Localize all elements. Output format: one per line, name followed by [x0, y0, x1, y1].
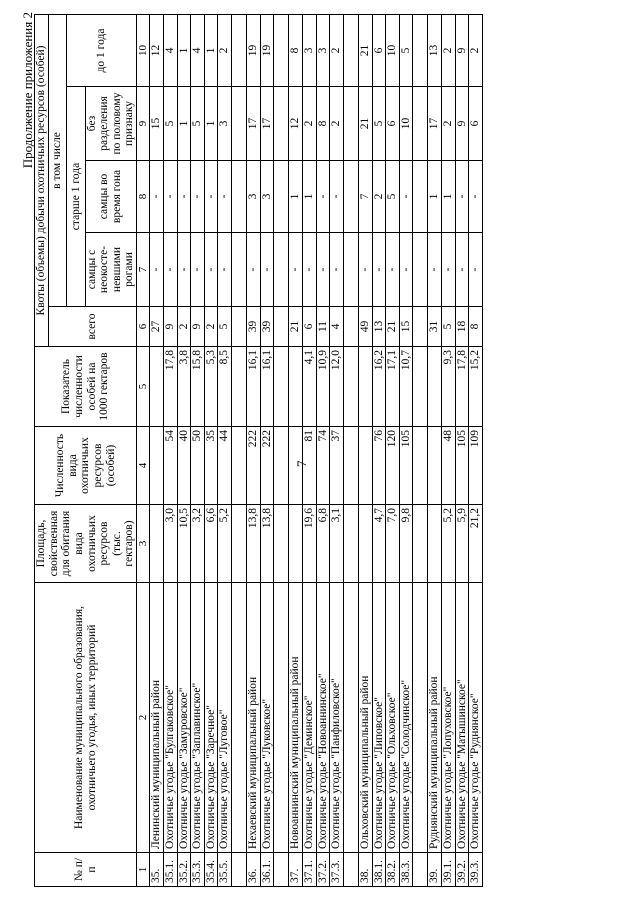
spacer-cell — [343, 161, 358, 233]
cell-area — [289, 505, 303, 583]
cell-area: 13,8 — [260, 505, 274, 583]
table-row — [204, 14, 218, 886]
cell-total: 9 — [191, 307, 205, 347]
cell-c8: - — [455, 161, 469, 233]
cell-c9: 2 — [442, 87, 456, 161]
cell-c8: 1 — [289, 161, 303, 233]
spacer-cell — [343, 427, 358, 505]
cell-id: 39.1. — [442, 853, 456, 887]
cell-c10: 1 — [204, 14, 218, 86]
cell-c10: 3 — [302, 14, 316, 86]
cell-c8: - — [469, 161, 483, 233]
cell-id: 36. — [247, 853, 261, 887]
cell-id: 35.3. — [191, 853, 205, 887]
cell-c8: - — [191, 161, 205, 233]
cell-name: Руднянский муниципальный район — [428, 583, 442, 853]
district-row — [358, 14, 372, 886]
spacer-cell — [232, 307, 247, 347]
cell-c7: - — [316, 233, 330, 307]
spacer-cell — [274, 505, 289, 583]
spacer-cell — [232, 347, 247, 427]
spacer-cell — [274, 14, 289, 86]
spacer-cell — [413, 427, 428, 505]
cell-total: 13 — [372, 307, 386, 347]
header-name: Наименование муниципального образования, охотничьего угодья, иных территорий — [35, 583, 137, 853]
district-row — [289, 14, 303, 886]
spacer-cell — [232, 505, 247, 583]
idx-cell: 2 — [137, 583, 150, 853]
cell-id: 37.3. — [330, 853, 344, 887]
cell-c7: - — [204, 233, 218, 307]
cell-id: 35. — [150, 853, 164, 887]
cell-density — [289, 347, 303, 427]
cell-c8: - — [163, 161, 177, 233]
cell-density: 9,3 — [442, 347, 456, 427]
cell-area — [358, 505, 372, 583]
cell-density — [150, 347, 164, 427]
spacer-cell — [274, 87, 289, 161]
cell-count: 40 — [177, 427, 191, 505]
cell-area: 7,0 — [386, 505, 400, 583]
idx-cell: 6 — [137, 307, 150, 347]
spacer-cell — [274, 307, 289, 347]
cell-c9: 17 — [260, 87, 274, 161]
cell-id: 39. — [428, 853, 442, 887]
cell-total: 5 — [442, 307, 456, 347]
cell-count: 37 — [330, 427, 344, 505]
cell-c10: 19 — [260, 14, 274, 86]
cell-c10: 2 — [442, 14, 456, 86]
cell-c8: 5 — [386, 161, 400, 233]
cell-total: 6 — [302, 307, 316, 347]
table-row — [218, 14, 232, 886]
cell-c7: - — [150, 233, 164, 307]
cell-name: Охотничье угодье "Руднянское" — [469, 583, 483, 853]
cell-c7: - — [469, 233, 483, 307]
spacer-cell — [343, 87, 358, 161]
idx-cell: 1 — [137, 853, 150, 887]
district-row — [150, 14, 164, 886]
cell-c8: - — [330, 161, 344, 233]
cell-count: 74 — [316, 427, 330, 505]
cell-density: 15,2 — [469, 347, 483, 427]
cell-id: 39.2. — [455, 853, 469, 887]
cell-count — [289, 427, 303, 505]
idx-cell: 9 — [137, 87, 150, 161]
cell-c10: 2 — [218, 14, 232, 86]
cell-name: Охотничье угодье "Ольховское" — [386, 583, 400, 853]
cell-density: 17,8 — [163, 347, 177, 427]
quota-table — [34, 14, 483, 887]
cell-c9: 21 — [358, 87, 372, 161]
cell-total: 5 — [218, 307, 232, 347]
cell-area: 4,7 — [372, 505, 386, 583]
cell-c7: - — [455, 233, 469, 307]
cell-c7: - — [372, 233, 386, 307]
cell-c7: - — [442, 233, 456, 307]
cell-c9: 2 — [330, 87, 344, 161]
cell-c10: 4 — [191, 14, 205, 86]
cell-total: 9 — [163, 307, 177, 347]
cell-c10: 3 — [316, 14, 330, 86]
cell-c9: 6 — [386, 87, 400, 161]
cell-c9: 17 — [247, 87, 261, 161]
cell-name: Ленинский муниципальный район — [150, 583, 164, 853]
table-row — [372, 14, 386, 886]
cell-density: 16,1 — [247, 347, 261, 427]
spacer-cell — [232, 233, 247, 307]
cell-c9: 17 — [428, 87, 442, 161]
cell-c7: - — [191, 233, 205, 307]
cell-density: 17,8 — [455, 347, 469, 427]
page-number: 7 — [294, 460, 309, 467]
spacer-row — [274, 14, 289, 886]
cell-area: 3,1 — [330, 505, 344, 583]
cell-name: Охотничье угодье "Новоаннинское" — [316, 583, 330, 853]
cell-count — [358, 427, 372, 505]
cell-id: 38.2. — [386, 853, 400, 887]
idx-cell: 4 — [137, 427, 150, 505]
cell-id: 38.3. — [399, 853, 413, 887]
table-row — [399, 14, 413, 886]
cell-count: 105 — [455, 427, 469, 505]
cell-total: 11 — [316, 307, 330, 347]
spacer-cell — [413, 505, 428, 583]
spacer-cell — [274, 161, 289, 233]
cell-c10: 8 — [289, 14, 303, 86]
cell-c9: 2 — [302, 87, 316, 161]
cell-c10: 9 — [455, 14, 469, 86]
cell-c7: - — [302, 233, 316, 307]
cell-name: Охотничье угодье "Замуровское" — [177, 583, 191, 853]
cell-c7: - — [260, 233, 274, 307]
cell-c7: - — [399, 233, 413, 307]
cell-id: 38. — [358, 853, 372, 887]
cell-density: 17,1 — [386, 347, 400, 427]
header-index: № п/п — [35, 853, 137, 887]
spacer-row — [413, 14, 428, 886]
cell-count — [150, 427, 164, 505]
table-row — [330, 14, 344, 886]
table-row — [316, 14, 330, 886]
cell-total: 8 — [469, 307, 483, 347]
cell-c10: 12 — [150, 14, 164, 86]
cell-area: 3,2 — [191, 505, 205, 583]
spacer-cell — [413, 307, 428, 347]
spacer-cell — [413, 87, 428, 161]
cell-id: 38.1. — [372, 853, 386, 887]
cell-c8: 1 — [442, 161, 456, 233]
cell-c8: 1 — [428, 161, 442, 233]
cell-c8: 1 — [302, 161, 316, 233]
cell-count: 105 — [399, 427, 413, 505]
cell-c9: 12 — [289, 87, 303, 161]
cell-density: 16,2 — [372, 347, 386, 427]
cell-c8: 7 — [358, 161, 372, 233]
cell-density: 10,7 — [399, 347, 413, 427]
cell-count: 35 — [204, 427, 218, 505]
cell-c10: 2 — [469, 14, 483, 86]
cell-count: 76 — [372, 427, 386, 505]
table-row — [442, 14, 456, 886]
cell-c7: - — [163, 233, 177, 307]
cell-area: 5,9 — [455, 505, 469, 583]
table-row — [469, 14, 483, 886]
cell-name: Охотничье угодье "Матышинское" — [455, 583, 469, 853]
header-males-rut: самцы во время гона — [85, 161, 137, 233]
cell-c8: - — [150, 161, 164, 233]
cell-density: 10,9 — [316, 347, 330, 427]
spacer-cell — [274, 853, 289, 887]
cell-count: 50 — [191, 427, 205, 505]
cell-count: 120 — [386, 427, 400, 505]
cell-id: 35.5. — [218, 853, 232, 887]
spacer-cell — [274, 233, 289, 307]
cell-c10: 1 — [177, 14, 191, 86]
idx-cell: 3 — [137, 505, 150, 583]
spacer-cell — [232, 853, 247, 887]
district-row — [428, 14, 442, 886]
header-quota: Квоты (объемы) добычи охотничьих ресурсов (особей) — [35, 14, 49, 346]
cell-id: 35.2. — [177, 853, 191, 887]
spacer-cell — [232, 161, 247, 233]
cell-area: 6,6 — [204, 505, 218, 583]
header-density: Показатель численности особей на 1000 гектаров — [35, 347, 137, 427]
cell-area: 6,8 — [316, 505, 330, 583]
cell-density: 3,8 — [177, 347, 191, 427]
cell-density — [428, 347, 442, 427]
cell-c7: - — [177, 233, 191, 307]
table-row — [191, 14, 205, 886]
spacer-cell — [274, 583, 289, 853]
spacer-cell — [343, 347, 358, 427]
spacer-cell — [232, 427, 247, 505]
cell-c8: - — [204, 161, 218, 233]
header-area: Площадь, свойственная для обитания вида охотничьих ресурсов (тыс. гектаров) — [35, 505, 137, 583]
spacer-cell — [274, 427, 289, 505]
cell-name: Новоаннинский муниципальный район — [289, 583, 303, 853]
column-index-row — [137, 14, 150, 886]
cell-total: 4 — [330, 307, 344, 347]
spacer-cell — [232, 87, 247, 161]
spacer-cell — [274, 347, 289, 427]
cell-total: 31 — [428, 307, 442, 347]
cell-c9: 10 — [399, 87, 413, 161]
cell-density: 15,8 — [191, 347, 205, 427]
cell-area: 5,2 — [218, 505, 232, 583]
header-incl: в том числе — [48, 14, 66, 306]
cell-density: 16,1 — [260, 347, 274, 427]
cell-c7: - — [218, 233, 232, 307]
cell-c10: 19 — [247, 14, 261, 86]
idx-cell: 5 — [137, 347, 150, 427]
cell-id: 35.4. — [204, 853, 218, 887]
cell-id: 35.1. — [163, 853, 177, 887]
cell-count: 222 — [260, 427, 274, 505]
cell-density: 12,0 — [330, 347, 344, 427]
cell-c7: - — [358, 233, 372, 307]
cell-count: 54 — [163, 427, 177, 505]
cell-name: Охотничье угодье "Панфиловское" — [330, 583, 344, 853]
spacer-cell — [232, 14, 247, 86]
cell-c7: - — [428, 233, 442, 307]
spacer-cell — [343, 583, 358, 853]
cell-id: 39.3. — [469, 853, 483, 887]
spacer-cell — [413, 14, 428, 86]
cell-density: 8,5 — [218, 347, 232, 427]
cell-total: 49 — [358, 307, 372, 347]
cell-c10: 10 — [386, 14, 400, 86]
cell-area: 13,8 — [247, 505, 261, 583]
header-older: старше 1 года — [67, 87, 85, 307]
cell-name: Охотничье угодье "Луковское" — [260, 583, 274, 853]
cell-count: 109 — [469, 427, 483, 505]
table-row — [260, 14, 274, 886]
table-row — [163, 14, 177, 886]
cell-c8: - — [399, 161, 413, 233]
cell-c7: - — [330, 233, 344, 307]
cell-count: 44 — [218, 427, 232, 505]
table-row — [177, 14, 191, 886]
cell-name: Охотничье угодье "Луговое" — [218, 583, 232, 853]
cell-name: Охотничье угодье "Липовское" — [372, 583, 386, 853]
cell-c7: - — [247, 233, 261, 307]
cell-c9: 1 — [177, 87, 191, 161]
cell-density: 4,1 — [302, 347, 316, 427]
cell-c10: 5 — [399, 14, 413, 86]
cell-area: 5,2 — [442, 505, 456, 583]
spacer-row — [343, 14, 358, 886]
cell-c10: 4 — [163, 14, 177, 86]
cell-c9: 5 — [372, 87, 386, 161]
table-row — [302, 14, 316, 886]
table-row — [455, 14, 469, 886]
spacer-cell — [343, 853, 358, 887]
table-body — [150, 14, 483, 886]
cell-c9: 5 — [163, 87, 177, 161]
cell-area — [428, 505, 442, 583]
table-row — [386, 14, 400, 886]
header-males-antlers: самцы с неокосте-невшими рогами — [85, 233, 137, 307]
idx-cell: 8 — [137, 161, 150, 233]
cell-name: Ольховский муниципальный район — [358, 583, 372, 853]
cell-c7: - — [289, 233, 303, 307]
header-count: Численность вида охотничьих ресурсов (особей) — [35, 427, 137, 505]
header-upto: до 1 года — [67, 14, 137, 86]
cell-count — [428, 427, 442, 505]
cell-name: Охотничье угодье "Лопуховское" — [442, 583, 456, 853]
spacer-cell — [413, 233, 428, 307]
spacer-cell — [232, 583, 247, 853]
cell-c8: - — [218, 161, 232, 233]
spacer-cell — [413, 161, 428, 233]
cell-area: 3,0 — [163, 505, 177, 583]
cell-total: 15 — [399, 307, 413, 347]
spacer-cell — [413, 347, 428, 427]
cell-name: Нехаевский муниципальный район — [247, 583, 261, 853]
cell-area — [150, 505, 164, 583]
cell-total: 2 — [177, 307, 191, 347]
cell-name: Охотничье угодье "Деминское" — [302, 583, 316, 853]
spacer-cell — [343, 14, 358, 86]
cell-c9: 6 — [469, 87, 483, 161]
cell-c9: 15 — [150, 87, 164, 161]
header-total: всего — [48, 307, 136, 347]
cell-count: 81 — [302, 427, 316, 505]
cell-c10: 6 — [372, 14, 386, 86]
cell-c9: 3 — [218, 87, 232, 161]
cell-id: 37. — [289, 853, 303, 887]
cell-count: 222 — [247, 427, 261, 505]
cell-area: 10,5 — [177, 505, 191, 583]
cell-c7: - — [386, 233, 400, 307]
cell-total: 39 — [260, 307, 274, 347]
spacer-cell — [343, 307, 358, 347]
spacer-cell — [413, 583, 428, 853]
cell-total: 21 — [386, 307, 400, 347]
spacer-row — [232, 14, 247, 886]
cell-id: 37.1. — [302, 853, 316, 887]
spacer-cell — [413, 853, 428, 887]
cell-c8: 2 — [372, 161, 386, 233]
cell-density: 5,3 — [204, 347, 218, 427]
cell-c10: 21 — [358, 14, 372, 86]
cell-c8: - — [177, 161, 191, 233]
cell-id: 37.2. — [316, 853, 330, 887]
cell-total: 18 — [455, 307, 469, 347]
cell-id: 36.1. — [260, 853, 274, 887]
cell-total: 21 — [289, 307, 303, 347]
idx-cell: 7 — [137, 233, 150, 307]
cell-name: Охотничье угодье "Булгаковское" — [163, 583, 177, 853]
idx-cell: 10 — [137, 14, 150, 86]
cell-c9: 9 — [455, 87, 469, 161]
cell-density — [358, 347, 372, 427]
continuation-note: Продолжение приложения 2 — [20, 12, 35, 169]
cell-c9: 8 — [316, 87, 330, 161]
cell-c8: 3 — [260, 161, 274, 233]
cell-c10: 2 — [330, 14, 344, 86]
cell-c8: 3 — [247, 161, 261, 233]
spacer-cell — [343, 505, 358, 583]
cell-area: 9,8 — [399, 505, 413, 583]
cell-name: Охотничье угодье "Заплавинское" — [191, 583, 205, 853]
cell-c9: 1 — [204, 87, 218, 161]
cell-c8: - — [316, 161, 330, 233]
cell-area: 21,2 — [469, 505, 483, 583]
table-header — [35, 14, 150, 886]
cell-area: 19,6 — [302, 505, 316, 583]
cell-name: Охотничье угодье "Солодчинское" — [399, 583, 413, 853]
spacer-cell — [343, 233, 358, 307]
cell-c9: 5 — [191, 87, 205, 161]
cell-total: 2 — [204, 307, 218, 347]
cell-name: Охотничье угодье "Заречное" — [204, 583, 218, 853]
cell-total: 39 — [247, 307, 261, 347]
cell-c10: 13 — [428, 14, 442, 86]
cell-count: 48 — [442, 427, 456, 505]
district-row — [247, 14, 261, 886]
header-nodiv: без разделения по половому признаку — [85, 87, 137, 161]
cell-total: 27 — [150, 307, 164, 347]
